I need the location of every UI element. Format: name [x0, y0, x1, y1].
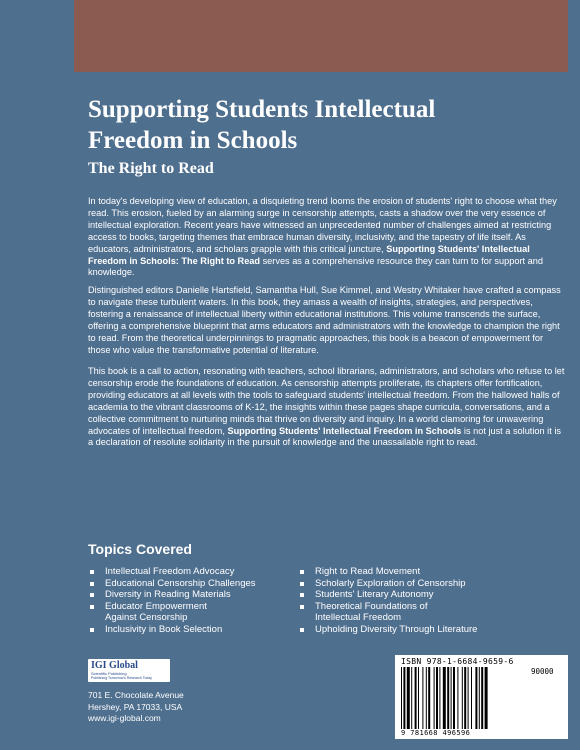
paragraph-text: This book is a call to action, resonating with teachers, school librarians, administrators, and scholars who refuse to let censorship erode the foundations of education. As censorship attempts proliferate, its chapters offer fortification, providing educators at all levels with the tools to safeguard students' intellectual freedom. From the hallowed halls of academia to the vibrant classrooms of K-12, the insights within these pages shape curricula, conversations, and a collective commitment to nurturing minds that thrive on diversity and inquiry. In a world clamoring for unwavering advocates of intellectual freedom,	[88, 366, 565, 436]
isbn-number: ISBN 978-1-6684-9659-6	[401, 657, 514, 666]
barcode-bar	[481, 667, 483, 729]
topic-item	[90, 624, 290, 636]
logo-tagline: Scientific Publishing	[91, 671, 127, 676]
topics-heading: Topics Covered	[88, 541, 192, 557]
barcode-bar	[479, 667, 480, 729]
barcode-bar	[447, 667, 449, 729]
barcode-bar	[401, 667, 402, 729]
book-title: Supporting Students Intellectual Freedom in Schools	[88, 96, 436, 154]
paragraph-text: In today's developing view of education, a disquieting trend looms the erosion of students' right to choose what they read. This erosion, fueled by an alarming surge in censorship attempts, casts a shadow over the very essence of intellectual exploration. Recent years have witnessed an unprecedented number of challenges aimed at restricting access to books, targeting themes that embrace human diversity, inclusivity, and the tapestry of life itself. As educators, administrators, and scholars grapple with this critical juncture,	[88, 196, 557, 254]
barcode-bar	[485, 667, 488, 729]
barcode-bar	[436, 667, 438, 729]
barcode-bar	[462, 667, 463, 729]
barcode-bar	[457, 667, 458, 729]
topic-label: Educator Empowerment Against Censorship	[105, 600, 207, 624]
barcode-bar	[453, 667, 455, 729]
bullet-icon	[90, 628, 94, 632]
bullet-icon	[300, 605, 304, 609]
topic-item	[90, 589, 290, 601]
barcode-bar	[403, 667, 405, 729]
paragraph-text: serves as a comprehensive resource they can turn to for support and knowledge.	[88, 255, 543, 278]
topic-item	[300, 589, 520, 601]
barcode-bar	[426, 667, 427, 729]
topics-list-left	[90, 566, 290, 636]
description-paragraph-2: Distinguished editors Danielle Hartsfield, Samantha Hull, Sue Kimmel, and Westry Whitaker have crafted a compass to navigate these turbulent waters. In this book, they amass a wealth of insights, strategies, and perspectives, fostering a renaissance of intellectual liberty within educational institutions. This volume transcends the surface, offering a comprehensive blueprint that arms educators and administrators with the knowledge to champion the right to read. From the theoretical underpinnings to pragmatic approaches, this book is a beacon of empowerment for those who value the transformative potential of literature.	[88, 285, 561, 355]
barcode-bars	[401, 667, 527, 729]
bullet-icon	[300, 628, 304, 632]
barcode-bar	[434, 667, 435, 729]
topic-item	[300, 624, 520, 636]
barcode-bar	[443, 667, 446, 729]
isbn-barcode	[395, 655, 568, 739]
topic-label: Scholarly Exploration of Censorship	[315, 577, 466, 589]
book-subtitle: The Right to Read	[88, 160, 214, 177]
bullet-icon	[300, 593, 304, 597]
publisher-website: www.igi-global.com	[88, 713, 161, 723]
logo-name: IGI Global	[91, 660, 138, 671]
barcode-bar	[471, 667, 472, 729]
price-code: 90000	[531, 667, 554, 676]
barcode-bar	[468, 667, 469, 729]
bullet-icon	[90, 570, 94, 574]
topic-label: Theoretical Foundations of Intellectual Freedom	[315, 600, 428, 624]
barcode-bar	[464, 667, 466, 729]
barcode-digits: 9 781668 496596	[401, 729, 471, 737]
topic-label: Inclusivity in Book Selection	[105, 623, 223, 635]
address-line-2: Hershey, PA 17033, USA	[88, 701, 183, 712]
topic-label: Upholding Diversity Through Literature	[315, 623, 478, 635]
topic-item	[90, 601, 290, 624]
barcode-bar	[422, 667, 423, 729]
paragraph-bold-title: Supporting Students' Intellectual Freedom in Schools: The Right to Read	[88, 243, 530, 266]
topics-list-right	[300, 566, 520, 636]
description-paragraph-1	[88, 196, 568, 279]
barcode-bar	[407, 667, 410, 729]
logo-slogan: Publishing Tomorrow's Research Today	[91, 676, 153, 680]
topic-label: Right to Read Movement	[315, 566, 421, 577]
barcode-bar	[418, 667, 419, 729]
address-line-1: 701 E. Chocolate Avenue	[88, 690, 184, 700]
topic-label: Diversity in Reading Materials	[105, 589, 231, 601]
topic-label: Educational Censorship Challenges	[105, 577, 256, 589]
publisher-address	[88, 690, 184, 725]
top-color-band	[74, 0, 568, 72]
barcode-bar	[439, 667, 440, 729]
bullet-icon	[300, 582, 304, 586]
publisher-logo	[88, 659, 170, 682]
topic-item	[90, 578, 290, 590]
topic-item	[90, 566, 290, 578]
paragraph-text: is not just a solution it is a declaration of resolute solidarity in the pursuit of knowledge and the unassailable right to read.	[88, 425, 561, 448]
paragraph-bold-title: Supporting Students' Intellectual Freedom in Schools	[227, 425, 462, 436]
description-paragraph-3	[88, 366, 568, 449]
topic-label: Intellectual Freedom Advocacy	[105, 566, 235, 577]
bullet-icon	[300, 570, 304, 574]
barcode-bar	[415, 667, 417, 729]
barcode-bar	[475, 667, 477, 729]
topic-item	[300, 566, 520, 578]
bullet-icon	[90, 582, 94, 586]
barcode-bar	[428, 667, 430, 729]
bullet-icon	[90, 593, 94, 597]
barcode-bar	[411, 667, 412, 729]
topic-item	[300, 601, 520, 624]
bullet-icon	[90, 605, 94, 609]
topic-label: Students' Literary Autonomy	[315, 589, 434, 601]
topic-item	[300, 578, 520, 590]
barcode-bar	[451, 667, 452, 729]
